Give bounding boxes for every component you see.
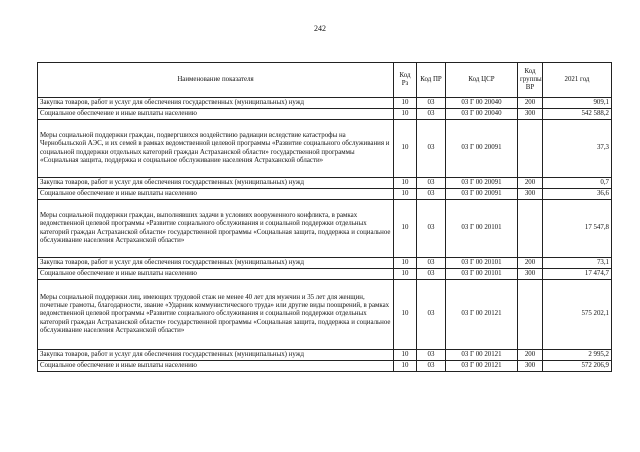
cell-pr: 03 [417,269,446,280]
cell-pr: 03 [417,189,446,200]
cell-vr: 300 [518,269,543,280]
cell-amount: 17 474,7 [543,269,612,280]
cell-csr: 03 Г 00 20101 [446,200,518,258]
cell-pr: 03 [417,120,446,178]
header-csr: Код ЦСР [446,63,518,98]
cell-pr: 03 [417,178,446,189]
header-year: 2021 год [543,63,612,98]
table-row [38,98,612,109]
cell-amount: 0,7 [543,178,612,189]
cell-name: Меры социальной поддержки граждан, подвергшихся воздействию радиации вследствие катастрофы на Чернобыльской АЭС, и их семей в рамках ведомственной целевой программы «Развитие социального обслуживания и социальной поддержки отдельных категорий граждан Астраханской области» государственной программы «Социальная защита, поддержка и социальное обслуживание населения Астраханской области» [38,120,394,178]
cell-rz: 10 [394,280,417,350]
cell-amount: 572 206,9 [543,361,612,372]
cell-amount: 36,6 [543,189,612,200]
cell-name: Социальное обеспечение и иные выплаты населению [38,269,394,280]
cell-rz: 10 [394,98,417,109]
cell-rz: 10 [394,200,417,258]
cell-vr: 200 [518,178,543,189]
cell-name: Социальное обеспечение и иные выплаты населению [38,109,394,120]
cell-csr: 03 Г 00 20091 [446,178,518,189]
table-row [38,109,612,120]
cell-amount: 2 995,2 [543,350,612,361]
cell-rz: 10 [394,120,417,178]
cell-amount: 37,3 [543,120,612,178]
cell-rz: 10 [394,189,417,200]
cell-vr [518,280,543,350]
cell-vr: 200 [518,98,543,109]
cell-vr: 300 [518,109,543,120]
table-row [38,189,612,200]
table-row [38,120,612,178]
table-header-row [38,63,612,98]
cell-pr: 03 [417,200,446,258]
header-rz: Код Рз [394,63,417,98]
header-name: Наименование показателя [38,63,394,98]
cell-pr: 03 [417,258,446,269]
cell-csr: 03 Г 00 20121 [446,361,518,372]
cell-name: Социальное обеспечение и иные выплаты населению [38,361,394,372]
cell-pr: 03 [417,361,446,372]
cell-csr: 03 Г 00 20101 [446,258,518,269]
table-row [38,350,612,361]
cell-amount: 909,1 [543,98,612,109]
cell-name: Меры социальной поддержки граждан, выполнявших задачи в условиях вооруженного конфликта, в рамках ведомственной целевой программы «Развитие социального обслуживания и социальной поддержки отдельных категорий граждан Астраханской области» государственной программы «Социальная защита, поддержка и социальное обслуживание населения Астраханской области» [38,200,394,258]
cell-rz: 10 [394,178,417,189]
cell-vr: 200 [518,350,543,361]
cell-amount: 575 202,1 [543,280,612,350]
cell-name: Социальное обеспечение и иные выплаты населению [38,189,394,200]
cell-amount: 73,1 [543,258,612,269]
cell-rz: 10 [394,258,417,269]
cell-amount: 542 588,2 [543,109,612,120]
cell-pr: 03 [417,280,446,350]
cell-csr: 03 Г 00 20121 [446,350,518,361]
cell-name: Закупка товаров, работ и услуг для обеспечения государственных (муниципальных) нужд [38,350,394,361]
cell-csr: 03 Г 00 20101 [446,269,518,280]
table-row [38,258,612,269]
table-row [38,178,612,189]
page-number: 242 [314,24,326,33]
cell-vr: 200 [518,258,543,269]
cell-name: Закупка товаров, работ и услуг для обеспечения государственных (муниципальных) нужд [38,178,394,189]
cell-pr: 03 [417,109,446,120]
cell-rz: 10 [394,109,417,120]
cell-vr [518,200,543,258]
table-row [38,280,612,350]
cell-rz: 10 [394,361,417,372]
cell-vr [518,120,543,178]
cell-pr: 03 [417,98,446,109]
cell-vr: 300 [518,361,543,372]
cell-csr: 03 Г 00 20040 [446,98,518,109]
cell-csr: 03 Г 00 20040 [446,109,518,120]
cell-name: Меры социальной поддержки лиц, имеющих трудовой стаж не менее 40 лет для мужчин и 35 лет для женщин, почетные грамоты, благодарности, звание «Ударник коммунистического труда» или другие виды поощрений, в рамках ведомственной целевой программы «Развитие социального обслуживания и социальной поддержки отдельных категорий граждан Астраханской области» государственной программы «Социальная защита, поддержка и социальное обслуживание населения Астраханской области» [38,280,394,350]
cell-name: Закупка товаров, работ и услуг для обеспечения государственных (муниципальных) нужд [38,98,394,109]
cell-rz: 10 [394,269,417,280]
table-row [38,361,612,372]
table-row [38,269,612,280]
table-row [38,200,612,258]
cell-name: Закупка товаров, работ и услуг для обеспечения государственных (муниципальных) нужд [38,258,394,269]
cell-csr: 03 Г 00 20121 [446,280,518,350]
header-vr: Код группы ВР [518,63,543,98]
budget-table [37,62,612,372]
cell-rz: 10 [394,350,417,361]
cell-csr: 03 Г 00 20091 [446,189,518,200]
cell-pr: 03 [417,350,446,361]
cell-vr: 300 [518,189,543,200]
header-pr: Код ПР [417,63,446,98]
cell-csr: 03 Г 00 20091 [446,120,518,178]
cell-amount: 17 547,8 [543,200,612,258]
